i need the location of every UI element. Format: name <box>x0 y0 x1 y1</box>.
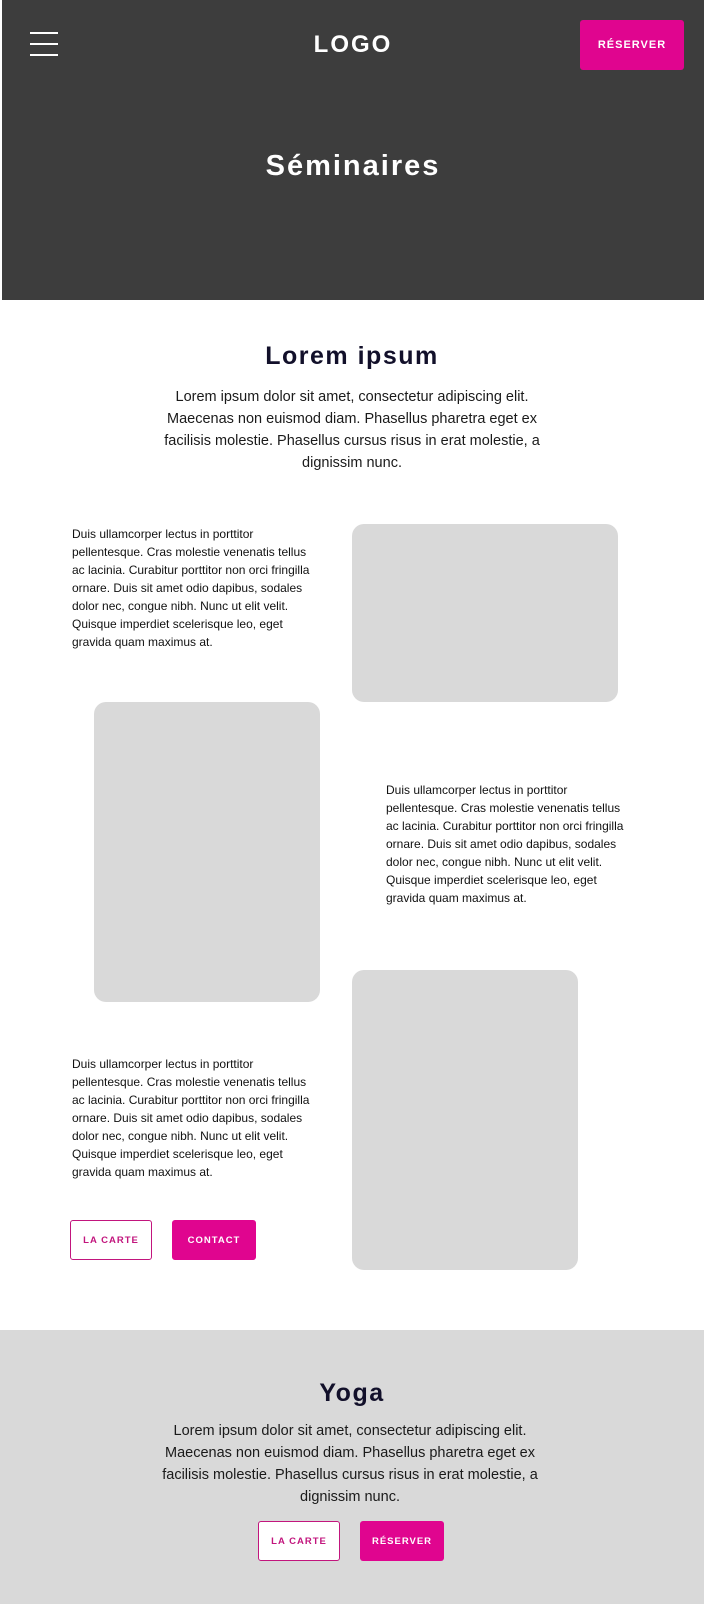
yoga-reserve-button[interactable]: RÉSERVER <box>360 1521 444 1561</box>
contact-button[interactable]: CONTACT <box>172 1220 256 1260</box>
intro-text: Lorem ipsum dolor sit amet, consectetur adipiscing elit. Maecenas non euismod diam. Phasellus pharetra eget ex facilisis molestie. Phasellus cursus risus in erat molestie, a dignissim nunc. <box>164 389 540 471</box>
image-placeholder-1 <box>352 524 618 702</box>
la-carte-button[interactable]: LA CARTE <box>70 1220 152 1260</box>
reserve-button[interactable]: RÉSERVER <box>580 20 684 70</box>
image-placeholder-2 <box>94 702 320 1002</box>
page-title: Séminaires <box>265 150 441 182</box>
yoga-title: Yoga <box>319 1379 385 1407</box>
hero-header <box>2 0 704 300</box>
content-paragraph-1: Duis ullamcorper lectus in porttitor pellentesque. Cras molestie venenatis tellus ac lacinia. Curabitur porttitor non orci fringilla ornare. Duis sit amet odio dapibus, sodales dolor nec, congue nibh. Nunc ut elit velit. Quisque imperdiet scelerisque leo, eget gravida quam maximus at. <box>72 527 310 649</box>
image-placeholder-3 <box>352 970 578 1270</box>
content-paragraph-3: Duis ullamcorper lectus in porttitor pellentesque. Cras molestie venenatis tellus ac lacinia. Curabitur porttitor non orci fringilla ornare. Duis sit amet odio dapibus, sodales dolor nec, congue nibh. Nunc ut elit velit. Quisque imperdiet scelerisque leo, eget gravida quam maximus at. <box>72 1057 310 1179</box>
yoga-la-carte-button[interactable]: LA CARTE <box>258 1521 340 1561</box>
logo[interactable]: LOGO <box>313 31 393 58</box>
yoga-text: Lorem ipsum dolor sit amet, consectetur adipiscing elit. Maecenas non euismod diam. Phasellus pharetra eget ex facilisis molestie. Phasellus cursus risus in erat molestie, a dignissim nunc. <box>162 1423 538 1505</box>
yoga-section <box>0 1330 704 1604</box>
intro-title: Lorem ipsum <box>265 342 439 370</box>
content-paragraph-2: Duis ullamcorper lectus in porttitor pellentesque. Cras molestie venenatis tellus ac lacinia. Curabitur porttitor non orci fringilla ornare. Duis sit amet odio dapibus, sodales dolor nec, congue nibh. Nunc ut elit velit. Quisque imperdiet scelerisque leo, eget gravida quam maximus at. <box>386 783 624 905</box>
